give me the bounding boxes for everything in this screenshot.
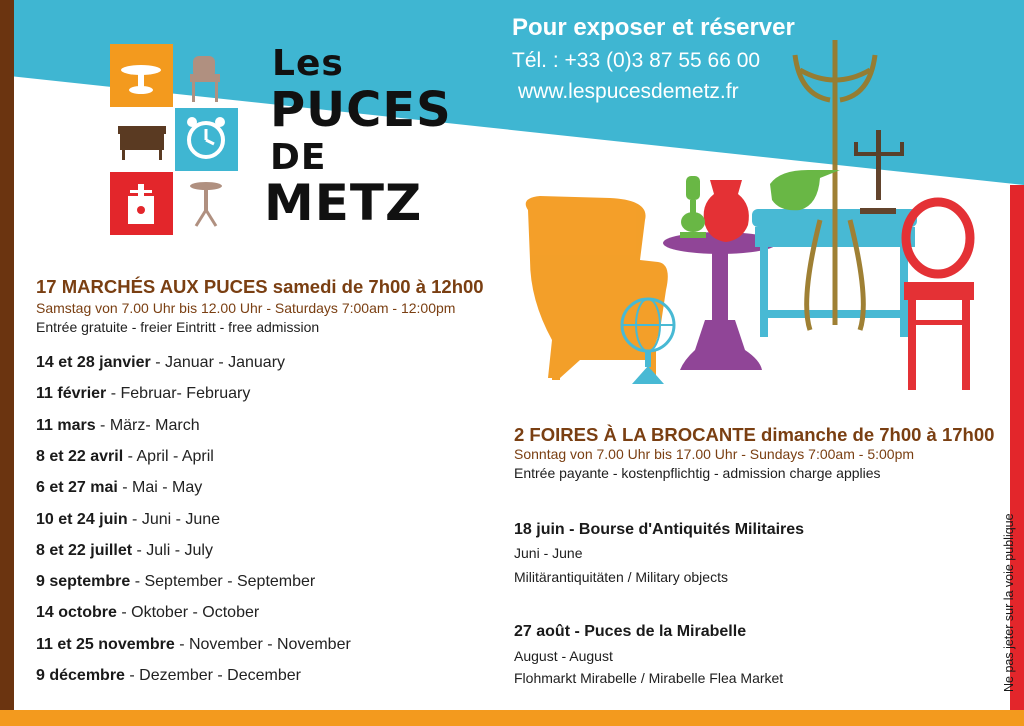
event-line: Militärantiquitäten / Military objects [514, 569, 728, 585]
coffee-grinder-icon [128, 184, 154, 224]
market-date-row [36, 385, 250, 403]
market-date-fr: 14 octobre [36, 604, 117, 622]
left-strip [0, 0, 14, 726]
event-line: August - August [514, 648, 613, 664]
market-date-row [36, 636, 351, 654]
logo-word-puces: PUCES [270, 82, 452, 138]
contact-website[interactable]: www.lespucesdemetz.fr [518, 80, 739, 103]
market-date-row [36, 511, 220, 529]
market-date-fr: 10 et 24 juin [36, 510, 128, 528]
market-date-translation: - Mai - May [117, 479, 203, 497]
market-date-row [36, 542, 213, 560]
market-date-fr: 11 février [36, 385, 107, 403]
logo-word-metz: METZ [264, 174, 423, 232]
markets-subtitle: Samstag von 7.00 Uhr bis 12.00 Uhr - Saturdays 7:00am - 12:00pm [36, 300, 456, 316]
gravy-boat-shape [770, 170, 840, 210]
market-date-fr: 14 et 28 janvier [36, 354, 151, 371]
markets-title: 17 MARCHÉS AUX PUCES samedi de 7h00 à 12h00 [36, 276, 484, 297]
event-title: 27 août - Puces de la Mirabelle [514, 623, 747, 640]
contact-heading: Pour exposer et réserver [512, 14, 795, 41]
red-vase-shape [704, 180, 749, 242]
fairs-admission: Entrée payante - kostenpflichtig - admission charge applies [514, 465, 881, 481]
event-line: Flohmarkt Mirabelle / Mirabelle Flea Market [514, 670, 784, 686]
pedestal-table-icon [190, 182, 222, 226]
oil-lamp-shape [680, 176, 706, 238]
logo-word-les: Les [272, 43, 344, 84]
market-date-fr: 8 et 22 juillet [36, 541, 133, 559]
logo-word-de: DE [270, 137, 327, 178]
market-date-row [36, 604, 259, 622]
contact-phone: Tél. : +33 (0)3 87 55 66 00 [512, 49, 761, 72]
purple-table-shape [663, 232, 777, 370]
market-date-translation: - November - November [174, 635, 351, 653]
market-date-fr: 8 et 22 avril [36, 447, 124, 465]
market-date-translation: - April - April [123, 447, 214, 465]
market-date-fr: 9 septembre [36, 573, 131, 591]
market-date-translation: - September - September [130, 573, 316, 591]
market-date-row [36, 479, 202, 497]
fairs-title: 2 FOIRES À LA BROCANTE dimanche de 7h00 à 17h00 [514, 424, 995, 445]
fairs-subtitle: Sonntag von 7.00 Uhr bis 17.00 Uhr - Sundays 7:00am - 5:00pm [514, 446, 915, 462]
market-date-fr: 9 décembre [36, 667, 125, 684]
market-date-translation: - Dezember - December [124, 667, 301, 684]
footer-note: Ne pas jeter sur la voie publique [1002, 513, 1016, 692]
market-date-fr: 6 et 27 mai [36, 479, 118, 497]
market-date-row [36, 354, 285, 372]
market-date-row [36, 573, 315, 591]
market-date-fr: 11 et 25 novembre [36, 635, 175, 653]
market-date-translation: - März- March [95, 416, 200, 434]
market-date-row [36, 667, 301, 685]
bottom-strip [0, 710, 1024, 726]
market-date-translation: - Juli - July [132, 541, 213, 559]
event-title: 18 juin - Bourse d'Antiquités Militaires [514, 521, 805, 538]
market-date-translation: - Oktober - October [116, 604, 260, 622]
markets-admission: Entrée gratuite - freier Eintritt - free admission [36, 319, 320, 335]
market-date-translation: - Juni - June [127, 510, 221, 528]
market-date-row [36, 417, 200, 435]
event-line: Juni - June [514, 545, 583, 561]
market-date-row [36, 448, 214, 466]
dresser-icon [118, 126, 166, 160]
market-date-translation: - Februar- February [106, 385, 251, 403]
market-date-fr: 11 mars [36, 416, 96, 434]
market-date-translation: - Januar - January [150, 354, 286, 371]
